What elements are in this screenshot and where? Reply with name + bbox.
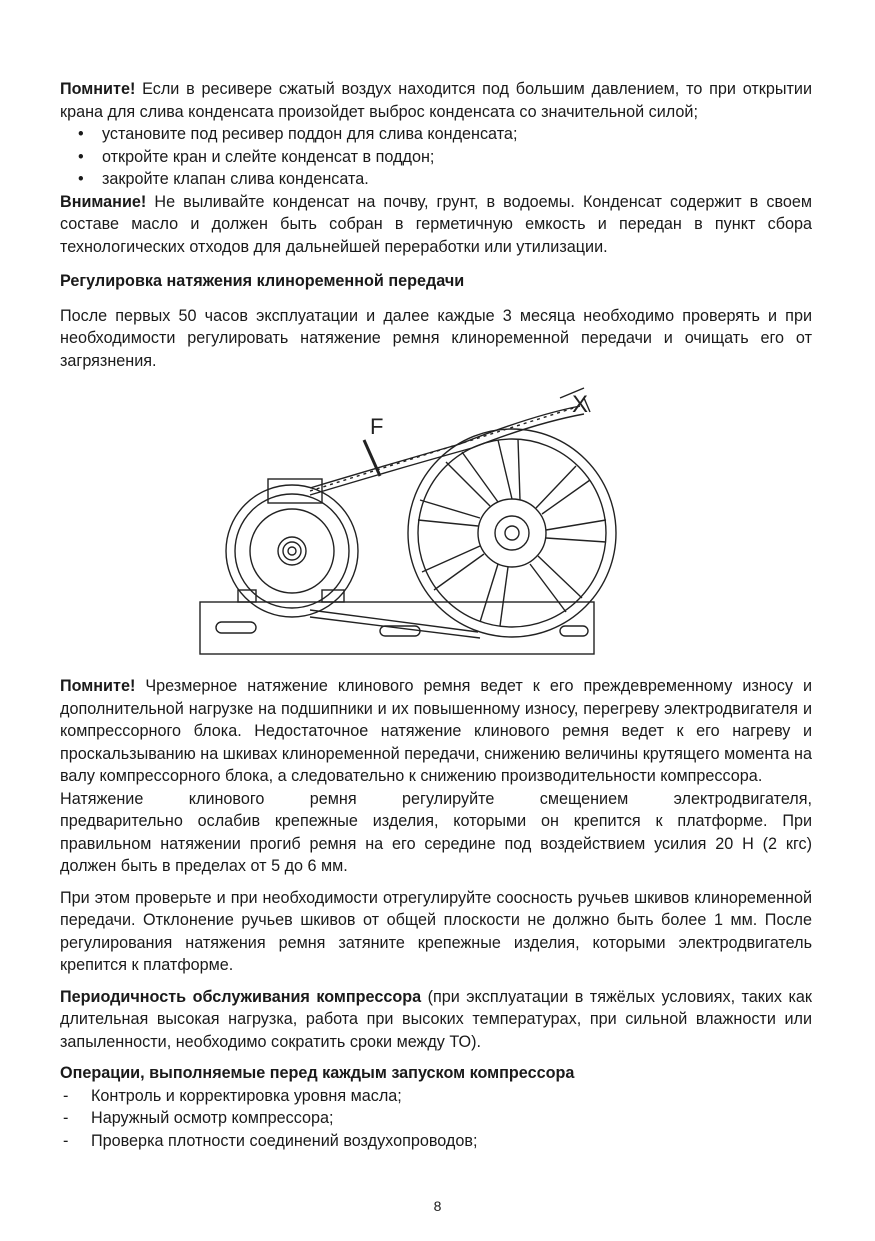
- tension-note-label: Помните!: [60, 677, 136, 695]
- flywheel-outer: [408, 429, 616, 637]
- list-item: - Наружный осмотр компрессора;: [60, 1107, 812, 1130]
- page-content: [60, 78, 812, 1152]
- deflection-label: X: [572, 391, 589, 418]
- flywheel-hub: [478, 499, 546, 567]
- platform-slot-right: [560, 626, 588, 636]
- operations-list: [60, 1085, 812, 1153]
- list-item: - Контроль и корректировка уровня масла;: [60, 1085, 812, 1108]
- service-period-paragraph: [60, 986, 812, 1054]
- platform-slot-left: [216, 622, 256, 633]
- flywheel-spokes: [418, 439, 606, 626]
- warning-text: Не выливайте конденсат на почву, грунт, в водоемы. Конденсат содержит в своем составе масло и должен быть собран в герметичную емкость и передан в пункт сбора технологических отходов для дальнейшей переработки или утилизации.: [60, 192, 812, 256]
- motor-pulley-hub-inner: [283, 542, 301, 560]
- adjust-paragraph-first-line: Натяжение клинового ремня регулируйте смещением электродвигателя,: [60, 789, 812, 808]
- motor-pulley-inner: [250, 509, 334, 593]
- belt-intro-paragraph: После первых 50 часов эксплуатации и далее каждые 3 месяца необходимо проверять и при необходимости регулировать натяжение ремня клиноременной передачи и очищать его от загрязнения.: [60, 306, 812, 370]
- list-item: • закройте клапан слива конденсата.: [78, 168, 812, 191]
- flywheel-hub-inner: [495, 516, 529, 550]
- list-item: • установите под ресивер поддон для слива конденсата;: [78, 123, 812, 146]
- alignment-paragraph: При этом проверьте и при необходимости отрегулируйте соосность ручьев шкивов клиноременной передачи. Отклонение ручьев шкивов от общей плоскости не должно быть более 1 мм. После регулирования натяжения ремня затяните крепежные изделия, которыми электродвигатель крепится к платформе.: [60, 888, 812, 974]
- service-period-text: (при эксплуатации в тяжёлых условиях, таких как длительная высокая нагрузка, работа при высоких температурах, при сильной влажности или запыленности, необходимо сократить сроки между ТО).: [60, 987, 812, 1051]
- list-item: - Проверка плотности соединений воздухопроводов;: [60, 1130, 812, 1153]
- service-period-label: Периодичность обслуживания компрессора: [60, 987, 422, 1006]
- list-item: • откройте кран и слейте конденсат в поддон;: [78, 146, 812, 169]
- warning-label: Внимание!: [60, 192, 147, 211]
- force-label: F: [370, 414, 384, 439]
- flywheel-rim: [418, 439, 606, 627]
- motor-pulley-mid: [235, 494, 349, 608]
- note-paragraph-1: [60, 78, 812, 123]
- belt-drive-figure: [60, 376, 812, 666]
- tension-note-text: Чрезмерное натяжение клинового ремня ведет к его преждевременному износу и дополнительной нагрузке на подшипники и их повышенному износу, перегреву электродвигателя и компрессорного блока. Недостаточное натяжение клинового ремня ведет к его нагреву и проскальзыванию на шкивах клиноременной передачи, снижению величины крутящего момента на валу компрессорного блока, а следовательно к снижению производительности компрессора.: [60, 677, 812, 785]
- belt-drive-diagram: [60, 376, 812, 666]
- note-text: Если в ресивере сжатый воздух находится под большим давлением, то при открытии крана для слива конденсата произойдет выброс конденсата со значительной силой;: [60, 80, 812, 121]
- motor-pulley-hub: [278, 537, 306, 565]
- belt-upper-dashed: [310, 406, 580, 491]
- motor-top-box: [268, 479, 322, 503]
- warning-paragraph: [60, 191, 812, 259]
- flywheel-shaft: [505, 526, 519, 540]
- note-label: Помните!: [60, 80, 136, 98]
- section-heading-operations: Операции, выполняемые перед каждым запуском компрессора: [60, 1064, 575, 1082]
- belt-lower-inner: [310, 610, 478, 632]
- page-number: 8: [433, 1198, 442, 1214]
- belt-upper-inner: [310, 414, 584, 495]
- motor-pulley-outer: [226, 485, 358, 617]
- section-heading-belt: Регулировка натяжения клиноременной передачи: [60, 272, 465, 290]
- adjust-paragraph-rest: предварительно ослабив крепежные изделия, которыми он крепится к платформе. При правильном натяжении прогиб ремня на его середине под воздействием усилия 20 Н (2 кгс) должен быть в пределах от 5 до 6 мм.: [60, 812, 812, 875]
- tension-warning-paragraph: [60, 675, 812, 788]
- motor-shaft: [288, 547, 296, 555]
- bullet-list: [60, 123, 812, 191]
